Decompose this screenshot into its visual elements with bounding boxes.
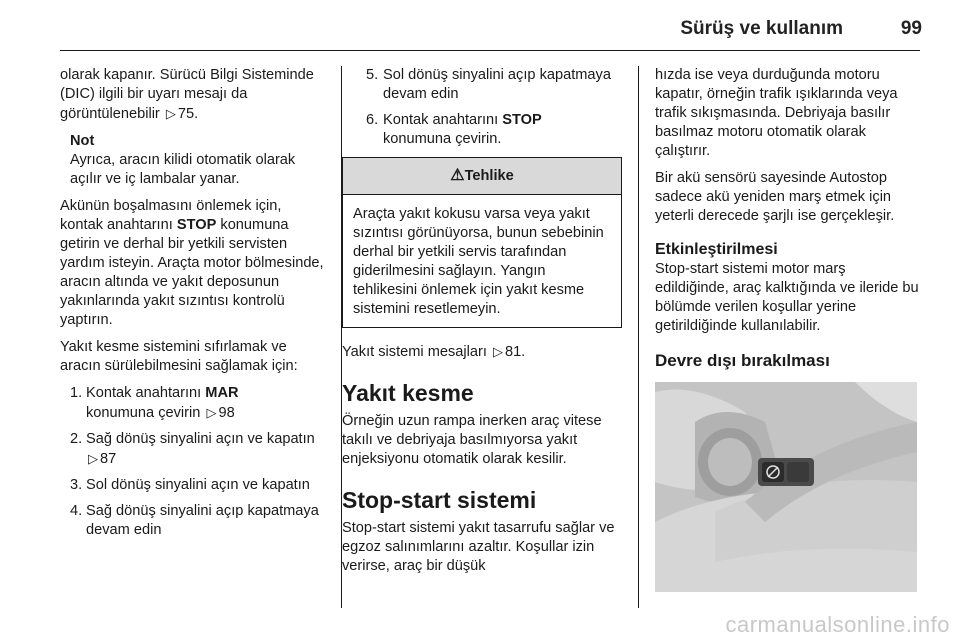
paragraph: olarak kapanır. Sürücü Bilgi Sisteminde (DIC) ilgili bir uyarı mesajı da görüntülenebilir ▷ 75.: [60, 67, 314, 122]
page-header: [0, 0, 960, 50]
page-ref-link[interactable]: 87: [100, 451, 117, 467]
list-item: 5. Sol dönüş sinyalini açıp kapatmaya devam edin: [366, 67, 611, 102]
paragraph: Stop-start sistemi yakıt tasarrufu sağlar ve egzoz salınımlarını azaltır. Koşullar izin verirse, araç bir düşük: [342, 520, 615, 574]
column-divider-2: [638, 66, 639, 608]
stop-start-button-illustration: [655, 382, 917, 592]
page-number: 99: [900, 18, 922, 39]
steps-list: [60, 384, 328, 540]
paragraph: hızda ise veya durduğunda motoru kapatır, örneğin trafik ışıklarında veya trafik sıkışmasında. Debriyaja basılır basılmaz motoru otomatik olarak çalıştırır.: [655, 67, 898, 159]
danger-box: [342, 157, 622, 328]
paragraph: Örneğin uzun rampa inerken araç vitese takılı ve debriyaja basılmıyorsa yakıt enjeksiyonu otomatik olarak kesilir.: [342, 413, 602, 467]
list-item: 2. Sağ dönüş sinyalini açın ve kapatın ▷ 87: [70, 431, 315, 467]
subheading-activation: Etkinleştirilmesi: [655, 241, 778, 258]
page-ref-arrow-icon: ▷: [88, 451, 98, 466]
steps-list-continued: [342, 66, 624, 149]
column-3: [655, 66, 923, 592]
paragraph: Yakıt kesme sistemini sıfırlamak ve aracın sürülebilmesini sağlamak için:: [60, 339, 298, 374]
header-rule: [60, 50, 920, 51]
page-title: Sürüş ve kullanım: [680, 18, 843, 39]
warning-triangle-icon: ⚠: [450, 167, 465, 184]
watermark: carmanualsonline.info: [725, 612, 950, 637]
danger-heading: ⚠Tehlike: [343, 158, 621, 195]
illustration-svg: [655, 382, 917, 592]
page-ref-arrow-icon: ▷: [165, 106, 176, 121]
column-1: [60, 66, 328, 547]
paragraph: Akünün boşalmasını önlemek için, kontak anahtarını STOP konumuna getirin ve derhal bir yetkili servisten yardım isteyin. Araçta motor bölmesinde, aracın altında ve yakıt deposunun yakınlarında yakıt sızıntısı kontrolü yaptırın.: [60, 198, 324, 328]
list-item: 4. Sağ dönüş sinyalini açıp kapatmaya devam edin: [70, 503, 319, 538]
section-heading-fuel-cutoff: Yakıt kesme: [342, 380, 474, 406]
paragraph: Bir akü sensörü sayesinde Autostop sadece akü yeniden marş etmek için yeterli derecede şarjlı ise gerçekleşir.: [655, 170, 895, 224]
page-ref-link[interactable]: 98: [218, 405, 235, 421]
page-ref-arrow-icon: ▷: [206, 405, 217, 420]
page-ref-link[interactable]: 81.: [504, 344, 526, 360]
note-heading: Not: [70, 133, 95, 149]
page-ref-link[interactable]: 75.: [177, 106, 199, 122]
list-item: 1. Kontak anahtarını MAR konumuna çevirin ▷ 98: [70, 385, 239, 421]
section-heading-stop-start: Stop-start sistemi: [342, 487, 537, 513]
subheading-deactivation: Devre dışı bırakılması: [655, 351, 830, 370]
column-2: [342, 66, 624, 584]
list-item: 3. Sol dönüş sinyalini açın ve kapatın: [70, 477, 310, 493]
list-item: 6. Kontak anahtarını STOP konumuna çevirin.: [366, 112, 542, 147]
paragraph: Yakıt sistemi mesajları ▷ 81.: [342, 344, 526, 360]
page-ref-arrow-icon: ▷: [492, 344, 503, 359]
note-body: Ayrıca, aracın kilidi otomatik olarak açılır ve iç lambalar yanar.: [70, 152, 296, 187]
paragraph: Stop-start sistemi motor marş edildiğinde, araç kalktığında ve ileride bu bölümde verilen koşullar yerine getirildiğinde kullanılabilir.: [655, 261, 919, 334]
danger-body: Araçta yakıt kokusu varsa veya yakıt sızıntısı görünüyorsa, bunun sebebinin derhal bir yetkili servis tarafından giderilmesini sağlayın. Yangın tehlikesini önlemek için yakıt kesme sistemini resetlemeyin.: [353, 206, 604, 317]
